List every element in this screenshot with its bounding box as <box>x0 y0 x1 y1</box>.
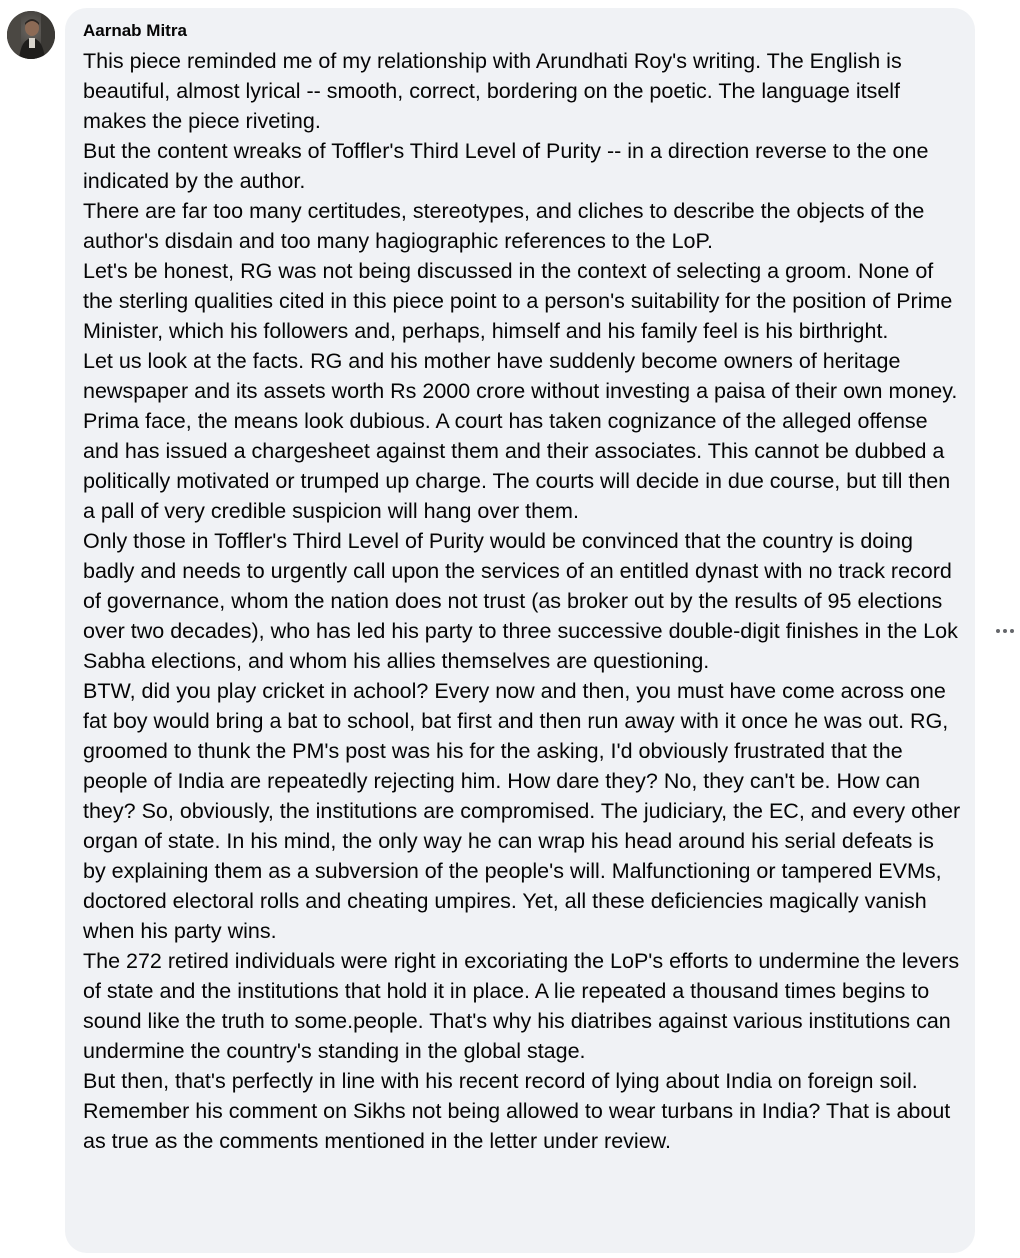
comment-author[interactable]: Aarnab Mitra <box>83 21 187 40</box>
comment-bubble <box>65 8 975 1253</box>
comment-paragraph: Only those in Toffler's Third Level of Purity would be convinced that the country is doing badly and needs to urgently call upon the services of an entitled dynast with no track record of governance, whom the nation does not trust (as broker out by the results of 95 elections over two decades), who has led his party to three successive double-digit finishes in the Lok Sabha elections, and whom his allies themselves are questioning. <box>83 529 958 673</box>
comment-paragraph: There are far too many certitudes, stereotypes, and cliches to describe the objects of the author's disdain and too many hagiographic references to the LoP. <box>83 199 925 253</box>
avatar[interactable] <box>7 11 55 59</box>
comment-text <box>83 46 961 1156</box>
more-options-icon <box>995 628 1015 634</box>
comment-paragraph: But the content wreaks of Toffler's Third Level of Purity -- in a direction reverse to the one indicated by the author. <box>83 139 929 193</box>
comment-paragraph: This piece reminded me of my relationship with Arundhati Roy's writing. The English is beautiful, almost lyrical -- smooth, correct, bordering on the poetic. The language itself makes the piece riveting. <box>83 49 902 133</box>
profile-photo-icon <box>7 11 55 59</box>
comment-paragraph: Let us look at the facts. RG and his mother have suddenly become owners of heritage newspaper and its assets worth Rs 2000 crore without investing a paisa of their own money. Prima face, the means look dubious. A court has taken cognizance of the alleged offense and has issued a chargesheet against them and their associates. This cannot be dubbed a politically motivated or trumped up charge. The courts will decide in due course, but till then a pall of very credible suspicion will hang over them. <box>83 349 958 523</box>
comment-paragraph: BTW, did you play cricket in achool? Every now and then, you must have come across one fat boy would bring a bat to school, bat first and then run away with it once he was out. RG, groomed to thunk the PM's post was his for the asking, I'd obviously frustrated that the people of India are repeatedly rejecting him. How dare they? No, they can't be. How can they? So, obviously, the institutions are compromised. The judiciary, the EC, and every other organ of state. In his mind, the only way he can wrap his head around his serial defeats is by explaining them as a subversion of the people's will. Malfunctioning or tampered EVMs, doctored electoral rolls and cheating umpires. Yet, all these deficiencies magically vanish when his party wins. <box>83 679 961 943</box>
comment-paragraph: The 272 retired individuals were right in excoriating the LoP's efforts to undermine the levers of state and the institutions that hold it in place. A lie repeated a thousand times begins to sound like the truth to some.people. That's why his diatribes against various institutions can undermine the country's standing in the global stage. <box>83 949 960 1063</box>
comment-paragraph: Let's be honest, RG was not being discussed in the context of selecting a groom. None of the sterling qualities cited in this piece point to a person's suitability for the position of Prime Minister, which his followers and, perhaps, himself and his family feel is his birthright. <box>83 259 953 343</box>
comment-paragraph: But then, that's perfectly in line with his recent record of lying about India on foreign soil. Remember his comment on Sikhs not being allowed to wear turbans in India? That is about as true as the comments mentioned in the letter under review. <box>83 1069 951 1153</box>
comment-more-options-button[interactable] <box>991 619 1019 643</box>
